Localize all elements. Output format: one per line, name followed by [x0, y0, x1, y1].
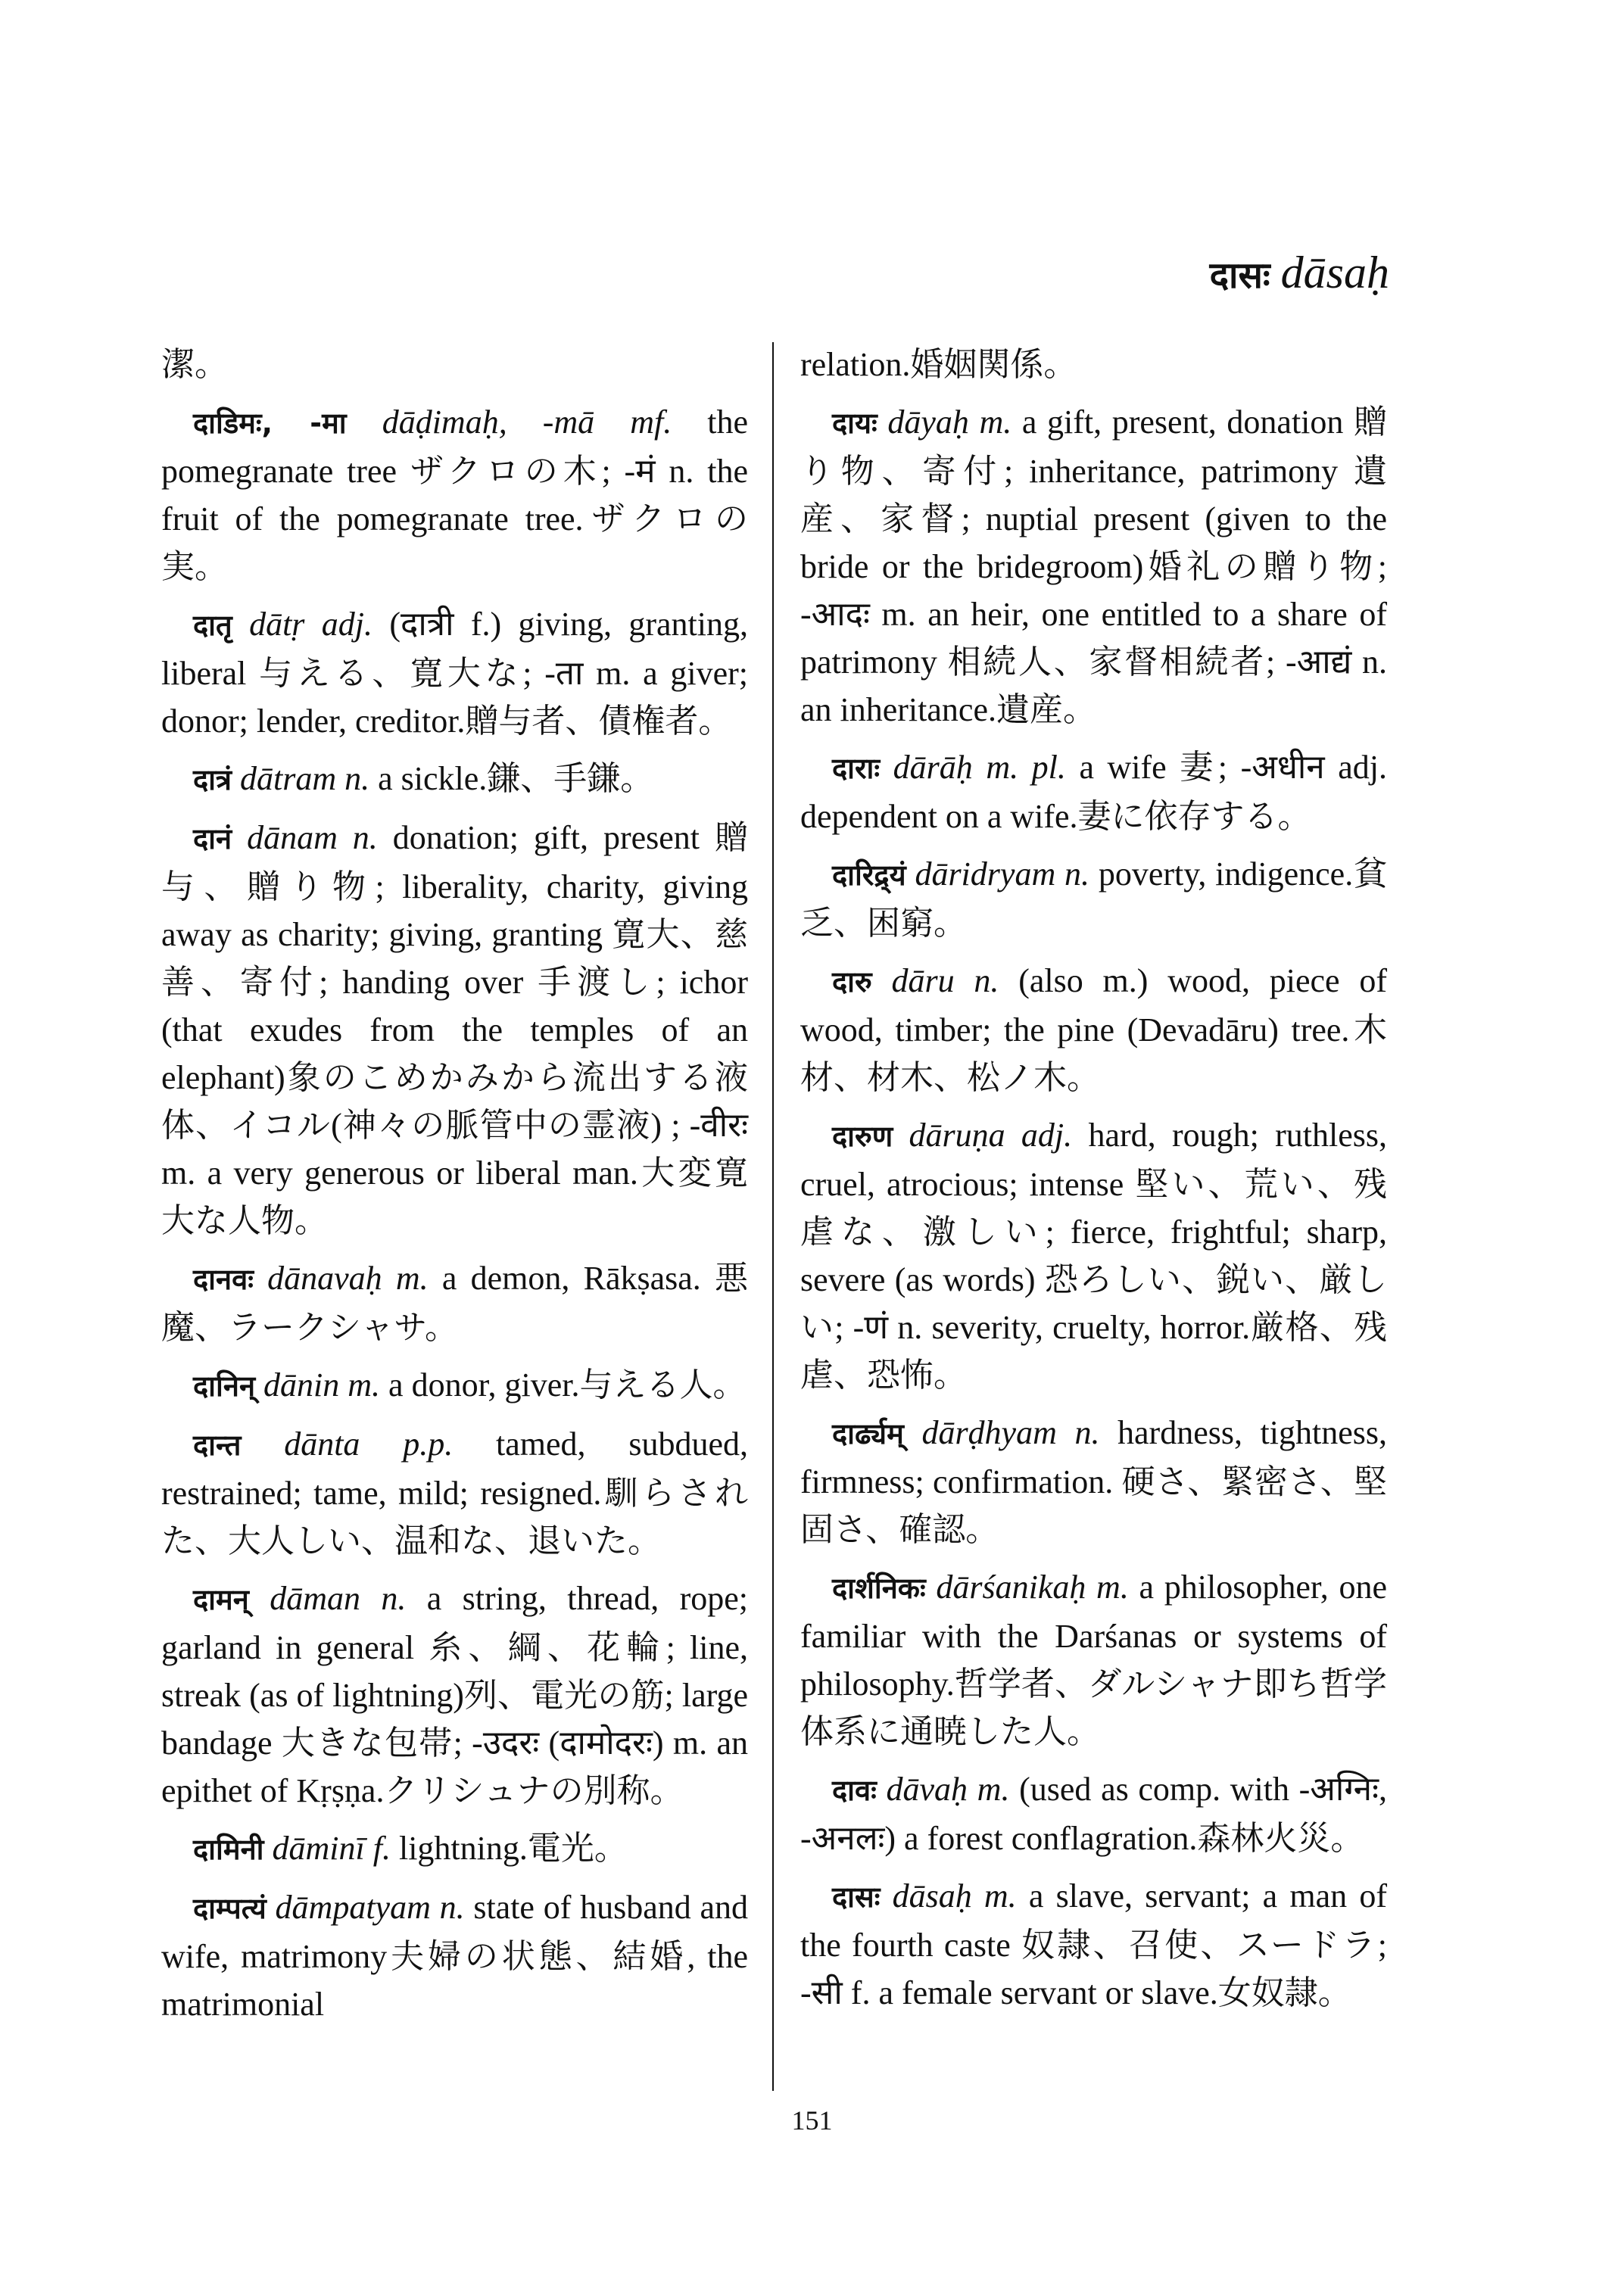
dictionary-entry: दानं dānam n. donation; gift, present 贈与、贈り物; liberality, charity, giving away as charity; giving, granting 寛大、慈善、寄付; handing over 手渡し; ichor (that exudes from the temples of an elephant)象のこめかみから流出する液体、イコル(神々の脈管中の霊液) ; -वीरः m. a very generous or liberal man.大変寛大な人物。 — [161, 819, 748, 1239]
transliteration: dāridryam n. — [915, 855, 1090, 893]
transliteration: dānin m. — [263, 1366, 381, 1404]
dictionary-entry: दारुण dāruṇa adj. hard, rough; ruthless, cruel, atrocious; intense 堅い、荒い、残虐な、激しい; fierce, frightful; sharp, severe (as words) 恐ろしい、鋭い、厳しい; -णं n. severity, cruelty, horror.厳格、残虐、恐怖。 — [800, 1117, 1387, 1394]
dictionary-entry: दारु dāru n. (also m.) wood, piece of wood, timber; the pine (Devadāru) tree.木材、材木、松ノ木。 — [800, 962, 1387, 1096]
dictionary-entry: दामिनी dāminī f. lightning.電光。 — [193, 1830, 628, 1867]
dictionary-entry: दानवः dānavaḥ m. a demon, Rākṣasa. 悪魔、ラークシャサ。 — [161, 1260, 749, 1346]
dictionary-entry: 潔。 — [161, 346, 228, 383]
headword: दामन् — [193, 1583, 249, 1616]
transliteration: dātṛ adj. — [249, 606, 373, 643]
dictionary-entry: दारिद्र्यं dāridryam n. poverty, indigence.貧乏、困窮。 — [800, 855, 1388, 942]
headword: दारु — [832, 965, 872, 999]
header-roman: dāsaḥ — [1280, 248, 1389, 298]
transliteration: dārḍhyam n. — [921, 1414, 1100, 1451]
transliteration: dāminī f. — [272, 1830, 391, 1867]
headword: दारिद्र्यं — [832, 858, 906, 892]
dictionary-entry: दानिन् dānin m. a donor, giver.与える人。 — [193, 1366, 747, 1404]
headword: दाराः — [832, 752, 881, 785]
headword: दातृ — [193, 609, 232, 642]
headword: दाम्पत्यं — [193, 1892, 267, 1925]
headword: दासः — [832, 1880, 881, 1914]
dictionary-entry: दाम्पत्यं dāmpatyam n. state of husband and wife, matrimony夫婦の状態、結婚, the matrimonial — [161, 1889, 749, 2023]
column-divider — [772, 342, 774, 2091]
dictionary-entry: दार्शनिकः dārśanikaḥ m. a philosopher, one familiar with the Darśanas or systems of philosophy.哲学者、ダルシャナ即ち哲学体系に通暁した人。 — [800, 1569, 1387, 1750]
headword: दानं — [193, 822, 232, 855]
transliteration: dānam n. — [247, 819, 378, 856]
dictionary-entry: दार्ढ्यम् dārḍhyam n. hardness, tightness, firmness; confirmation. 硬さ、緊密さ、堅固さ、確認。 — [800, 1414, 1388, 1548]
transliteration: dāmpatyam n. — [275, 1889, 465, 1926]
dictionary-entry: relation.婚姻関係。 — [800, 346, 1077, 383]
page-number: 151 — [791, 2105, 833, 2136]
headword: दाडिमः, -मा — [193, 407, 347, 440]
transliteration: dāman n. — [270, 1580, 407, 1617]
headword: दारुण — [832, 1120, 893, 1153]
headword: दामिनी — [193, 1833, 264, 1866]
transliteration: dāruṇa adj. — [909, 1117, 1073, 1154]
left-column — [161, 341, 748, 2038]
transliteration: dārāḥ m. pl. — [893, 749, 1066, 786]
transliteration: dānavaḥ m. — [267, 1260, 429, 1297]
dictionary-entry: दाडिमः, -मा dāḍimaḥ, -mā mf. the pomegranate tree ザクロの木; -मं n. the fruit of the pomegranate tree.ザクロの実。 — [161, 403, 748, 585]
right-column — [800, 341, 1387, 2027]
dictionary-entry: दायः dāyaḥ m. a gift, present, donation 贈り物、寄付; inheritance, patrimony 遺産、家督; nuptial present (given to the bride or the bridegroom)婚礼の贈り物; -आदः m. an heir, one entitled to a share of patrimony 相続人、家督相続者; -आद्यं n. an inheritance.遺産。 — [800, 403, 1387, 728]
dictionary-entry: दासः dāsaḥ m. a slave, servant; a man of the fourth caste 奴隷、召使、スードラ; -सी f. a female servant or slave.女奴隷。 — [800, 1877, 1388, 2011]
headword: दानवः — [193, 1263, 254, 1296]
transliteration: dāru n. — [891, 962, 999, 999]
transliteration: dārśanikaḥ m. — [936, 1569, 1129, 1606]
dictionary-entry: दावः dāvaḥ m. (used as comp. with -अग्निः, -अनलः) a forest conflagration.森林火災。 — [800, 1771, 1387, 1857]
headword: दार्ढ्यम् — [832, 1417, 904, 1450]
running-header — [1209, 248, 1389, 298]
headword: दावः — [832, 1774, 877, 1807]
headword: दार्शनिकः — [832, 1572, 926, 1605]
transliteration: dāyaḥ m. — [887, 403, 1012, 441]
transliteration: dānta p.p. — [284, 1425, 454, 1463]
dictionary-entry: दाराः dārāḥ m. pl. a wife 妻; -अधीन adj. dependent on a wife.妻に依存する。 — [800, 749, 1388, 835]
headword: दानिन् — [193, 1369, 256, 1403]
dictionary-entry: दातृ dātṛ adj. (दात्री f.) giving, granting, liberal 与える、寛大な; -ता m. a giver; donor; lender, creditor.贈与者、債権者。 — [161, 606, 748, 740]
dictionary-entry: दान्त dānta p.p. tamed, subdued, restrained; tame, mild; resigned.馴らされた、大人しい、温和な、退いた。 — [161, 1425, 748, 1559]
transliteration: dātram n. — [240, 760, 370, 797]
headword: दात्रं — [193, 763, 232, 796]
transliteration: dāḍimaḥ, -mā mf. — [382, 403, 672, 441]
dictionary-entry: दामन् dāman n. a string, thread, rope; garland in general 糸、綱、花輪; line, streak (as of lightning)列、電光の筋; large bandage 大きな包帯; -उदरः (दामोदरः) m. an epithet of Kṛṣṇa.クリシュナの別称。 — [161, 1580, 748, 1809]
header-devanagari: दासः — [1209, 254, 1270, 297]
transliteration: dāsaḥ m. — [892, 1877, 1017, 1914]
transliteration: dāvaḥ m. — [886, 1771, 1010, 1808]
headword: दायः — [832, 407, 877, 440]
headword: दान्त — [193, 1428, 242, 1462]
dictionary-entry: दात्रं dātram n. a sickle.鎌、手鎌。 — [193, 760, 654, 797]
